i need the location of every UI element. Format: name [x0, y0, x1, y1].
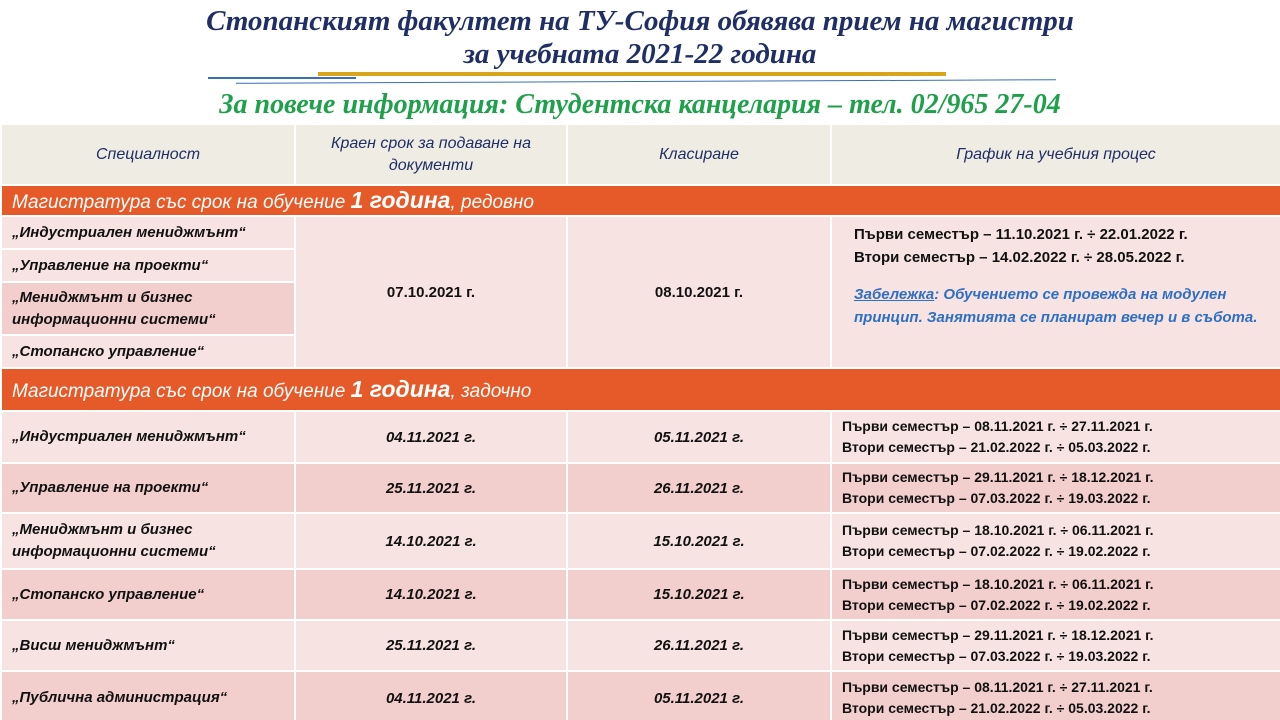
table-row	[1, 513, 1280, 569]
ranking-cell: 08.10.2021 г.	[567, 216, 831, 368]
specialty-cell: „Индустриален мениджмънт“	[1, 216, 295, 249]
specialty-cell: „Мениджмънт и бизнес информационни системи“	[1, 282, 295, 335]
page-subtitle: за учебната 2021-22 година	[463, 38, 817, 70]
schedule-note: Забележка: Обучението се провежда на модулен принцип. Занятията се планират вечер и в събота.	[854, 286, 1258, 326]
page-title: Стопанският факултет на ТУ-София обявява прием на магистри	[206, 5, 1074, 37]
schedule-cell: Първи семестър – 29.11.2021 г. ÷ 18.12.2021 г. Втори семестър – 07.03.2022 г. ÷ 19.03.2022 г.	[831, 463, 1280, 513]
table-row	[1, 463, 1280, 513]
column-header-ranking: Класиране	[567, 124, 831, 185]
schedule-semester-1: Първи семестър – 11.10.2021 г. ÷ 22.01.2022 г.	[854, 226, 1188, 243]
section-title: Магистратура със срок на обучение 1 година, задочно	[1, 368, 1280, 411]
deadline-cell: 14.10.2021 г.	[295, 569, 567, 620]
schedule-cell: Първи семестър – 08.11.2021 г. ÷ 27.11.2021 г. Втори семестър – 21.02.2022 г. ÷ 05.03.2022 г.	[831, 671, 1280, 720]
schedule-semester-2: Втори семестър – 14.02.2022 г. ÷ 28.05.2022 г.	[854, 249, 1185, 266]
schedule-cell: Първи семестър – 08.11.2021 г. ÷ 27.11.2021 г. Втори семестър – 21.02.2022 г. ÷ 05.03.2022 г.	[831, 411, 1280, 463]
schedule-cell: Първи семестър – 18.10.2021 г. ÷ 06.11.2021 г. Втори семестър – 07.02.2022 г. ÷ 19.02.2022 г.	[831, 569, 1280, 620]
section-title: Магистратура със срок на обучение 1 година, редовно	[1, 185, 1280, 216]
deadline-cell: 07.10.2021 г.	[295, 216, 567, 368]
deadline-cell: 04.11.2021 г.	[295, 411, 567, 463]
ranking-cell: 15.10.2021 г.	[567, 513, 831, 569]
admission-table	[0, 123, 1280, 720]
deadline-cell: 25.11.2021 г.	[295, 620, 567, 671]
decorative-line-blue	[236, 79, 1056, 84]
ranking-cell: 05.11.2021 г.	[567, 411, 831, 463]
specialty-cell: „Висш мениджмънт“	[1, 620, 295, 671]
ranking-cell: 15.10.2021 г.	[567, 569, 831, 620]
ranking-cell: 26.11.2021 г.	[567, 463, 831, 513]
section-header-parttime	[1, 368, 1280, 411]
column-header-schedule: График на учебния процес	[831, 124, 1280, 185]
specialty-cell: „Стопанско управление“	[1, 569, 295, 620]
decorative-line-blue-left	[208, 77, 356, 79]
specialty-cell: „Управление на проекти“	[1, 463, 295, 513]
contact-info: За повече информация: Студентска канцелария – тел. 02/965 27-04	[219, 89, 1061, 120]
specialty-cell: „Публична администрация“	[1, 671, 295, 720]
specialty-cell: „Управление на проекти“	[1, 249, 295, 282]
deadline-cell: 25.11.2021 г.	[295, 463, 567, 513]
ranking-cell: 26.11.2021 г.	[567, 620, 831, 671]
schedule-cell	[831, 216, 1280, 368]
table-row	[1, 216, 1280, 249]
column-header-specialty: Специалност	[1, 124, 295, 185]
column-header-deadline: Краен срок за подаване на документи	[295, 124, 567, 185]
section-header-fulltime	[1, 185, 1280, 216]
ranking-cell: 05.11.2021 г.	[567, 671, 831, 720]
table-row	[1, 620, 1280, 671]
specialty-cell: „Индустриален мениджмънт“	[1, 411, 295, 463]
table-row	[1, 671, 1280, 720]
deadline-cell: 14.10.2021 г.	[295, 513, 567, 569]
table-row	[1, 569, 1280, 620]
specialty-cell: „Стопанско управление“	[1, 335, 295, 368]
decorative-line-gold	[318, 72, 946, 76]
deadline-cell: 04.11.2021 г.	[295, 671, 567, 720]
table-row	[1, 411, 1280, 463]
specialty-cell: „Мениджмънт и бизнес информационни системи“	[1, 513, 295, 569]
schedule-cell: Първи семестър – 18.10.2021 г. ÷ 06.11.2021 г. Втори семестър – 07.02.2022 г. ÷ 19.02.2022 г.	[831, 513, 1280, 569]
schedule-cell: Първи семестър – 29.11.2021 г. ÷ 18.12.2021 г. Втори семестър – 07.03.2022 г. ÷ 19.03.2022 г.	[831, 620, 1280, 671]
table-header-row	[1, 124, 1280, 185]
